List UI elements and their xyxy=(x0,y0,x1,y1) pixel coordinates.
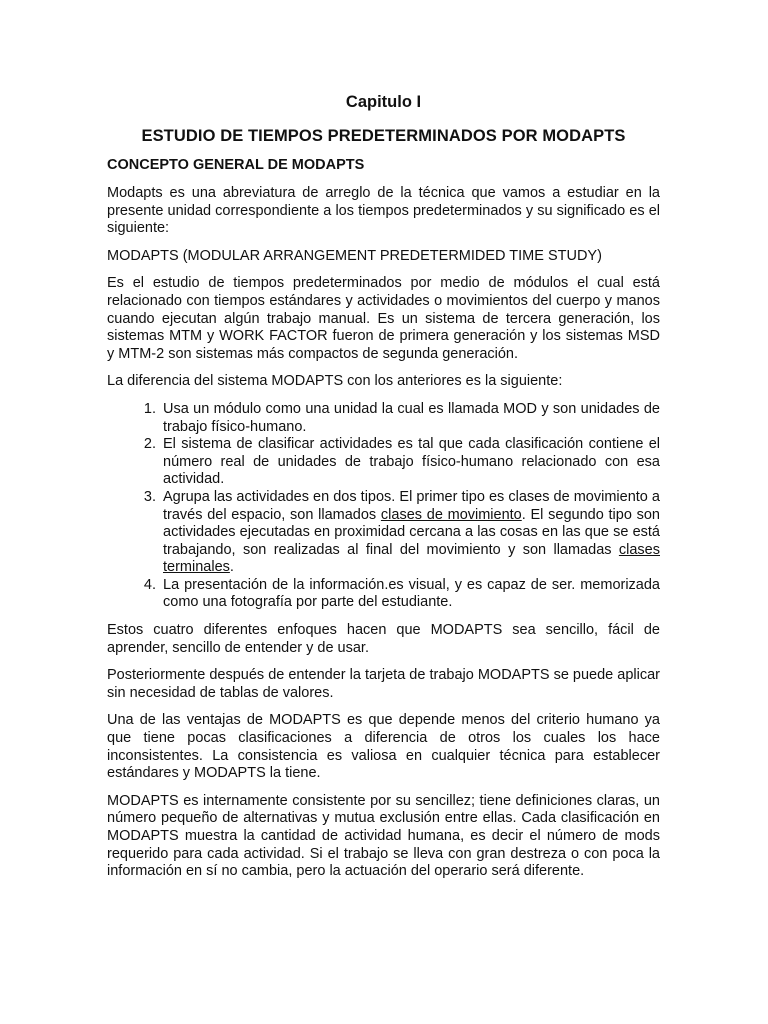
list-item-text: Agrupa las actividades en dos tipos. El primer tipo es clases de movimiento a través del espacio, son llamados xyxy=(163,488,660,523)
paragraph-advantages: Una de las ventajas de MODAPTS es que depende menos del criterio humano ya que tiene pocas clasificaciones a diferencia de otros los cuales los hace inconsistentes. La consistencia es valiosa en cualquier técnica para establecer estándares y MODAPTS la tiene. xyxy=(107,712,660,782)
paragraph-approaches: Estos cuatro diferentes enfoques hacen que MODAPTS sea sencillo, fácil de aprender, sencillo de entender y de usar. xyxy=(107,622,660,656)
paragraph-intro: Modapts es una abreviatura de arreglo de la técnica que vamos a estudiar en la presente unidad correspondiente a los tiempos predeterminados y su significado es el siguiente: xyxy=(107,185,660,237)
list-item-text: . El segundo tipo son actividades ejecutadas en proximidad cercana a las cosas en las que se está trabajando, son realizadas al final del movimiento y son llamadas xyxy=(163,506,660,558)
list-item-text: El sistema de clasificar actividades es tal que cada clasificación contiene el número real de unidades de trabajo físico-humano relacionado con esa actividad. xyxy=(163,436,660,488)
underlined-term-terminal-classes: clases terminales xyxy=(163,541,660,576)
list-item-text: La presentación de la información.es visual, y es capaz de ser. memorizada como una fotografía por parte del estudiante. xyxy=(163,576,660,611)
list-item-text: Usa un módulo como una unidad la cual es llamada MOD y son unidades de trabajo físico-humano. xyxy=(163,400,660,435)
list-item xyxy=(160,436,660,489)
list-item xyxy=(160,401,660,436)
underlined-term-movement-classes: clases de movimiento xyxy=(380,506,522,523)
list-item xyxy=(160,577,660,612)
document-title: ESTUDIO DE TIEMPOS PREDETERMINADOS POR MODAPTS xyxy=(141,127,626,145)
list-item-text: . xyxy=(229,559,234,576)
differences-list xyxy=(107,401,660,612)
paragraph-differences-intro: La diferencia del sistema MODAPTS con los anteriores es la siguiente: xyxy=(107,373,563,390)
list-item xyxy=(160,489,660,577)
paragraph-definition: Es el estudio de tiempos predeterminados por medio de módulos el cual está relacionado con tiempos estándares y actividades o movimientos del cuerpo y manos cuando ejecutan algún trabajo manual. Es un sistema de tercera generación, los sistemas MTM y WORK FACTOR fueron de primera generación y los sistemas MSD y MTM-2 son sistemas más compactos de segunda generación. xyxy=(107,275,660,362)
paragraph-work-card: Posteriormente después de entender la tarjeta de trabajo MODAPTS se puede aplicar sin necesidad de tablas de valores. xyxy=(107,667,660,701)
paragraph-acronym: MODAPTS (MODULAR ARRANGEMENT PREDETERMIDED TIME STUDY) xyxy=(107,247,602,264)
paragraph-consistency: MODAPTS es internamente consistente por su sencillez; tiene definiciones claras, un número pequeño de alternativas y mutua exclusión entre ellas. Cada clasificación en MODAPTS muestra la cantidad de actividad humana, es decir el número de mods requerido para cada actividad. Si el trabajo se lleva con gran destreza o con poca la información en sí no cambia, pero la actuación del operario será diferente. xyxy=(107,792,660,880)
chapter-heading: Capitulo I xyxy=(345,93,422,111)
section-heading: CONCEPTO GENERAL DE MODAPTS xyxy=(107,157,365,173)
